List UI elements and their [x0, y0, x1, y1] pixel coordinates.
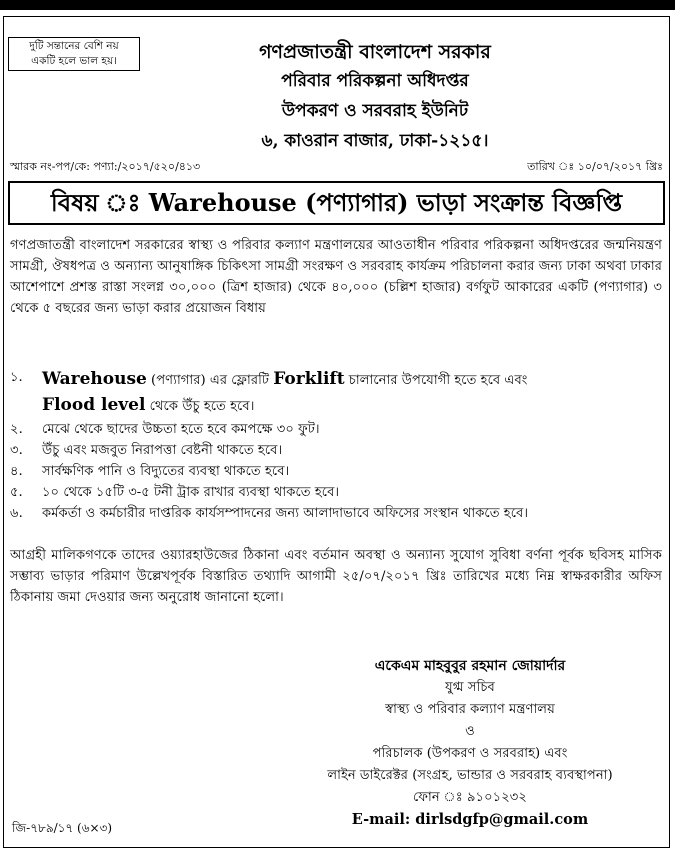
slogan-box: [8, 37, 140, 71]
signatory-name: একেএম মাহবুবুর রহমান জোয়ার্দার: [374, 658, 566, 674]
text-fragment: চালানোর উপযোগী হতে হবে এবং: [344, 373, 528, 388]
text-fragment: থেকে উঁচু হতে হবে।: [145, 399, 255, 414]
list-item-text: কর্মকর্তা ও কর্মচারীর দাপ্তরিক কার্যসম্পাদনের জন্য আলাদাভাবে অফিসের সংস্থান থাকতে হবে।: [42, 506, 529, 521]
list-item-text: [42, 367, 662, 419]
list-item: [10, 503, 662, 524]
signature-block: [270, 655, 670, 831]
slogan-line-1: দুটি সন্তানের বেশি নয়: [29, 40, 119, 52]
signatory-email: E-mail: dirlsdgfp@gmail.com: [351, 811, 589, 828]
slogan-line-2: একটি হলে ভাল হয়।: [31, 55, 117, 67]
list-item-text: সার্বক্ষণিক পানি ও বিদ্যুতের ব্যবস্থা থাকতে হবে।: [42, 464, 290, 479]
memo-number: স্মারক নং-পপ/কে: পণ্যা:/২০১৭/৫২০/৪১৩: [10, 160, 201, 173]
header-address: ৬, কাওরান বাজার, ঢাকা-১২১৫।: [261, 131, 489, 151]
list-item: [10, 482, 662, 503]
intro-paragraph: গণপ্রজাতন্ত্রী বাংলাদেশ সরকারের স্বাস্থ্য ও পরিবার কল্যাণ মন্ত্রণালয়ের আওতাধীন পরিবার পরিকল্পনা অধিদপ্তরের জন্মনিয়ন্ত্রণ সামগ্রী, ঔষধপত্র ও অন্যান্য আনুষাঙ্গিক চিকিৎসা সামগ্রী সংরক্ষণ ও সরবরাহ কার্যক্রম পরিচালনা করার জন্য ঢাকা অথবা ঢাকার আশেপাশে প্রশস্ত রাস্তা সংলগ্ন ৩০,০০০ (ত্রিশ হাজার) থেকে ৪০,০০০ (চল্লিশ হাজার) বর্গফুট আকারের একটি (পণ্যাগার) ৩ থেকে ৫ বছরের জন্য ভাড়া করার প্রয়োজন বিধায়: [10, 238, 662, 316]
term-forklift: Forklift: [273, 369, 345, 389]
list-item-text: ১০ থেকে ১৫টি ৩-৫ টনী ট্রাক রাখার ব্যবস্থা থাকতে হবে।: [42, 485, 340, 500]
signatory-role-2: লাইন ডাইরেক্টর (সংগ্রহ, ভান্ডার ও সরবরাহ ব্যবস্থাপনা): [327, 768, 613, 783]
text-fragment: (পণ্যাগার) এর ফ্লোরটি: [146, 373, 274, 388]
publication-ref: জি-৭৮৯/১৭ (৬×৩): [12, 821, 113, 835]
notice-date: তারিখ ঃ ১০/০৭/২০১৭ খ্রিঃ: [527, 160, 663, 173]
list-item-number: ৩.: [10, 443, 23, 458]
signatory-role-1: পরিচালক (উপকরণ ও সরবরাহ) এবং: [372, 746, 568, 761]
subject-english: Warehouse: [148, 188, 297, 217]
list-item-number: ৫.: [10, 485, 23, 500]
signatory-ministry: স্বাস্থ্য ও পরিবার কল্যাণ মন্ত্রণালয়: [385, 702, 555, 717]
list-item-number: ১.: [10, 370, 23, 385]
term-warehouse: Warehouse: [42, 369, 147, 389]
subject-suffix: (পণ্যাগার) ভাড়া সংক্রান্ত বিজ্ঞপ্তি: [296, 188, 623, 217]
list-item: [10, 367, 662, 419]
signatory-phone: ফোন ঃ ৯১০১২৩২: [413, 790, 527, 805]
requirements-list: [10, 367, 662, 524]
list-item-number: ২.: [10, 422, 23, 437]
list-item: [10, 419, 662, 440]
closing-paragraph: আগ্রহী মালিকগণকে তাদের ওয়্যারহাউজের ঠিকানা এবং বর্তমান অবস্থা ও অন্যান্য সুযোগ সুবিধা বর্ণনা পূর্বক ছবিসহ মাসিক সম্ভাব্য ভাড়ার পরিমাণ উল্লেখপূর্বক বিস্তারিত তথ্যাদি আগামী ২৫/০৭/২০১৭ খ্রিঃ তারিখের মধ্যে নিম্ন স্বাক্ষরকারীর অফিস ঠিকানায় জমা দেওয়ার জন্য অনুরোধ জানানো হলো।: [10, 548, 662, 605]
header-department: পরিবার পরিকল্পনা অধিদপ্তর: [281, 71, 469, 91]
subject-prefix: বিষয় ঃ: [50, 188, 149, 217]
signatory-title: যুগ্ম সচিব: [445, 680, 495, 695]
list-item: [10, 440, 662, 461]
header-government: গণপ্রজাতন্ত্রী বাংলাদেশ সরকার: [259, 41, 491, 63]
list-item-text: উঁচু এবং মজবুত নিরাপত্তা বেষ্টনী থাকতে হবে।: [42, 443, 283, 458]
list-item: [10, 461, 662, 482]
signatory-and: ও: [465, 724, 475, 739]
term-flood-level: Flood level: [42, 395, 146, 415]
list-item-text: মেঝে থেকে ছাদের উচ্চতা হতে হবে কমপক্ষে ৩০ ফুট।: [42, 422, 320, 437]
list-item-number: ৪.: [10, 464, 23, 479]
list-item-number: ৬.: [10, 506, 23, 521]
subject-box: [8, 181, 665, 225]
header-unit: উপকরণ ও সরবরাহ ইউনিট: [281, 101, 469, 121]
top-border-bar: [0, 0, 675, 10]
